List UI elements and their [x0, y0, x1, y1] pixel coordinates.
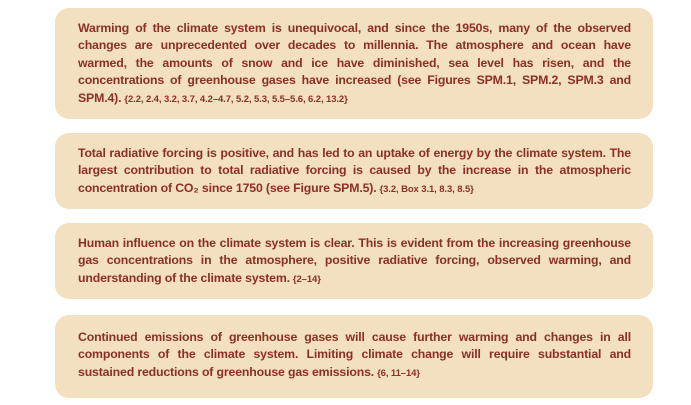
statement-text	[78, 20, 631, 108]
statement-body: Total radiative forcing is positive, and has led to an uptake of energy by the climate system. The largest contribution to total radiative forcing is caused by the increase in the atmospheric concentration of CO₂ since 1750 (see Figure SPM.5).	[78, 146, 631, 195]
statement-box-radiative-forcing	[55, 133, 653, 209]
statement-body: Warming of the climate system is unequivocal, and since the 1950s, many of the observed changes are unprecedented over decades to millennia. The atmosphere and ocean have warmed, the amounts of snow and ice have diminished, sea level has risen, and the concentrations of greenhouse gases have increased (see Figures SPM.1, SPM.2, SPM.3 and SPM.4).	[78, 21, 631, 105]
chapter-citation: {3.2, Box 3.1, 8.3, 8.5}	[379, 183, 474, 195]
statement-box-warming-observed	[55, 8, 653, 119]
chapter-citation: {2–14}	[292, 273, 321, 285]
statement-text	[78, 145, 631, 198]
statement-text	[78, 235, 631, 288]
chapter-citation: {2.2, 2.4, 3.2, 3.7, 4.2–4.7, 5.2, 5.3, 5.5–5.6, 6.2, 13.2}	[124, 93, 348, 105]
statement-body: Human influence on the climate system is clear. This is evident from the increasing greenhouse gas concentrations in the atmosphere, positive radiative forcing, observed warming, and understanding of the climate system.	[78, 236, 631, 285]
statement-body: Continued emissions of greenhouse gases will cause further warming and changes in all components of the climate system. Limiting climate change will require substantial and sustained reductions of greenhouse gas emissions.	[78, 330, 631, 379]
statement-text	[78, 329, 631, 382]
chapter-citation: {6, 11–14}	[377, 367, 420, 379]
statement-box-continued-emissions	[55, 315, 653, 398]
statement-box-human-influence	[55, 223, 653, 299]
